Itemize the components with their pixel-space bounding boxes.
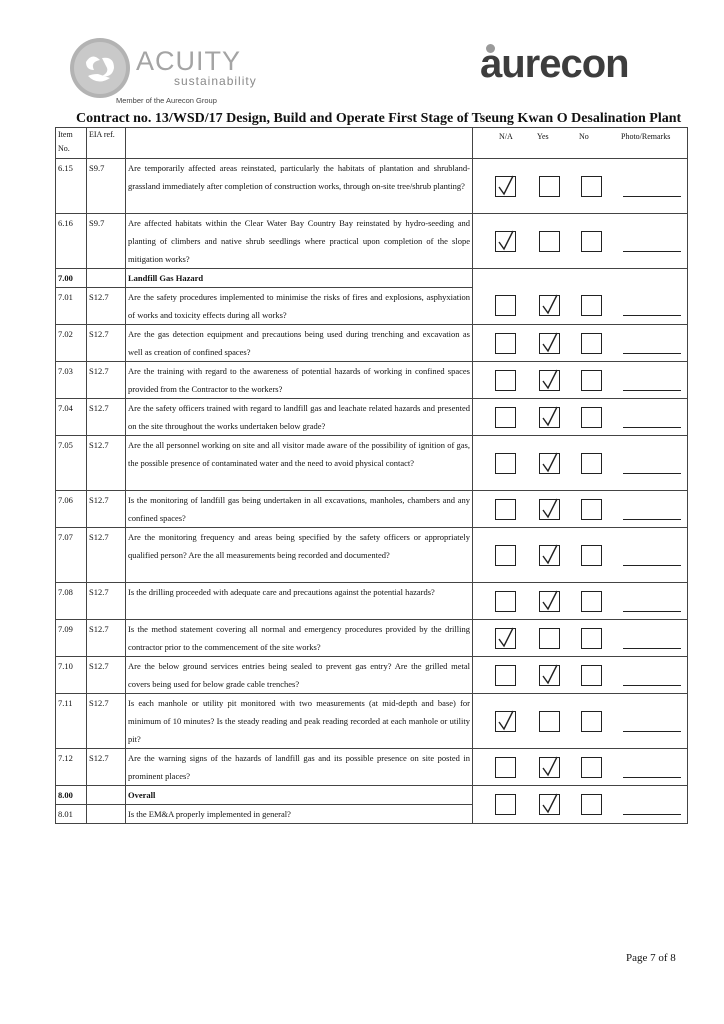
tick-mark-icon — [497, 175, 515, 197]
checkbox-yes[interactable] — [539, 370, 560, 391]
eia-reference: S12.7 — [87, 694, 126, 749]
item-number: 7.07 — [56, 528, 87, 583]
answer-cell — [473, 694, 688, 749]
checkbox-no[interactable] — [581, 407, 602, 428]
answer-cell — [473, 269, 688, 325]
checkbox-no[interactable] — [581, 628, 602, 649]
checklist-question: Are the training with regard to the awareness of potential hazards of working in confined spaces provided from the Contractor to the workers? — [126, 362, 473, 399]
checkbox-na[interactable] — [495, 295, 516, 316]
checklist-question: Are the all personnel working on site and all visitor made aware of the possibility of ignition of gas, the possible presence of contaminated water and the need to avoid physical contact? — [126, 436, 473, 491]
item-number: 8.00 — [56, 786, 87, 805]
eia-reference — [87, 269, 126, 288]
table-row — [56, 786, 688, 805]
eia-reference: S12.7 — [87, 749, 126, 786]
checkbox-na[interactable] — [495, 231, 516, 252]
remarks-line[interactable] — [623, 731, 681, 732]
column-header-na: N/A — [499, 132, 513, 141]
checkbox-no[interactable] — [581, 711, 602, 732]
checkbox-yes[interactable] — [539, 545, 560, 566]
checkbox-no[interactable] — [581, 499, 602, 520]
checkbox-yes[interactable] — [539, 295, 560, 316]
remarks-line[interactable] — [623, 685, 681, 686]
remarks-line[interactable] — [623, 777, 681, 778]
answer-cell — [473, 491, 688, 528]
item-number: 7.04 — [56, 399, 87, 436]
checkbox-na[interactable] — [495, 711, 516, 732]
answer-cell — [473, 749, 688, 786]
tick-mark-icon — [541, 590, 559, 612]
answer-cell — [473, 399, 688, 436]
column-header-no: No — [579, 132, 589, 141]
item-number: 7.03 — [56, 362, 87, 399]
remarks-line[interactable] — [623, 519, 681, 520]
answer-cell — [473, 325, 688, 362]
checklist-question: Are the monitoring frequency and areas being specified by the safety officers or appropriately qualified person? Are the all measurements being recorded and documented? — [126, 528, 473, 583]
eia-reference: S12.7 — [87, 436, 126, 491]
column-header-answers — [473, 128, 688, 159]
checkbox-yes[interactable] — [539, 757, 560, 778]
item-number: 7.12 — [56, 749, 87, 786]
checkbox-yes[interactable] — [539, 231, 560, 252]
answer-cell — [473, 620, 688, 657]
checkbox-na[interactable] — [495, 370, 516, 391]
eia-reference: S9.7 — [87, 214, 126, 269]
checkbox-na[interactable] — [495, 176, 516, 197]
answer-cell — [473, 786, 688, 824]
tick-mark-icon — [541, 452, 559, 474]
answer-cell — [473, 159, 688, 214]
item-number: 7.05 — [56, 436, 87, 491]
table-row — [56, 325, 688, 362]
acuity-tagline: sustainability — [174, 74, 257, 88]
checkbox-na[interactable] — [495, 545, 516, 566]
eia-reference: S9.7 — [87, 159, 126, 214]
checkbox-na[interactable] — [495, 499, 516, 520]
remarks-line[interactable] — [623, 814, 681, 815]
checkbox-no[interactable] — [581, 665, 602, 686]
eia-reference: S12.7 — [87, 288, 126, 325]
column-header-yes: Yes — [537, 132, 549, 141]
answer-cell — [473, 657, 688, 694]
answer-cell — [473, 362, 688, 399]
table-row — [56, 583, 688, 620]
checkbox-na[interactable] — [495, 794, 516, 815]
checkbox-na[interactable] — [495, 407, 516, 428]
checklist-question: Is the method statement covering all normal and emergency procedures provided by the drilling contractor prior to the commencement of the site works? — [126, 620, 473, 657]
table-row — [56, 528, 688, 583]
tick-mark-icon — [541, 294, 559, 316]
checklist-question: Are temporarily affected areas reinstated, particularly the habitats of plantation and shrubland-grassland immediately after completion of construction works, through on-site tree/shrub planting? — [126, 159, 473, 214]
eia-reference: S12.7 — [87, 657, 126, 694]
checklist-question: Are the safety procedures implemented to minimise the risks of fires and explosions, asphyxiation of works and toxicity effects during all works? — [126, 288, 473, 325]
remarks-line[interactable] — [623, 473, 681, 474]
item-number: 7.08 — [56, 583, 87, 620]
tick-mark-icon — [497, 230, 515, 252]
checkbox-no[interactable] — [581, 370, 602, 391]
table-row — [56, 749, 688, 786]
table-row — [56, 362, 688, 399]
checklist-question: Is the monitoring of landfill gas being undertaken in all excavations, manholes, chambers and any confined spaces? — [126, 491, 473, 528]
table-row — [56, 436, 688, 491]
column-header-eia: EIA ref. — [87, 128, 126, 159]
checkbox-yes[interactable] — [539, 453, 560, 474]
checkbox-no[interactable] — [581, 333, 602, 354]
tick-mark-icon — [541, 793, 559, 815]
column-header-remarks: Photo/Remarks — [621, 132, 671, 141]
checkbox-na[interactable] — [495, 333, 516, 354]
item-number: 6.16 — [56, 214, 87, 269]
answer-cell — [473, 436, 688, 491]
answer-cell — [473, 214, 688, 269]
eia-reference — [87, 786, 126, 805]
remarks-line[interactable] — [623, 611, 681, 612]
table-row — [56, 620, 688, 657]
table-row — [56, 269, 688, 288]
remarks-line[interactable] — [623, 565, 681, 566]
section-title: Overall — [126, 786, 473, 805]
remarks-line[interactable] — [623, 648, 681, 649]
eia-reference: S12.7 — [87, 528, 126, 583]
tick-mark-icon — [541, 406, 559, 428]
acuity-name: ACUITY — [136, 46, 242, 76]
item-number: 7.01 — [56, 288, 87, 325]
item-number: 7.11 — [56, 694, 87, 749]
eia-reference: S12.7 — [87, 620, 126, 657]
checkbox-na[interactable] — [495, 591, 516, 612]
checkbox-yes[interactable] — [539, 628, 560, 649]
checkbox-no[interactable] — [581, 591, 602, 612]
tick-mark-icon — [497, 627, 515, 649]
item-number: 7.00 — [56, 269, 87, 288]
checkbox-yes[interactable] — [539, 407, 560, 428]
item-number: 7.06 — [56, 491, 87, 528]
checklist-question: Is each manhole or utility pit monitored with two measurements (at mid-depth and base) for minimum of 10 minutes? Is the steady reading and peak reading recorded at each manhole or utility pit? — [126, 694, 473, 749]
acuity-logo — [68, 36, 258, 108]
table-row — [56, 159, 688, 214]
tick-mark-icon — [541, 369, 559, 391]
column-header-question — [126, 128, 473, 159]
eia-reference: S12.7 — [87, 362, 126, 399]
table-row — [56, 694, 688, 749]
checkbox-no[interactable] — [581, 295, 602, 316]
table-row — [56, 657, 688, 694]
eia-reference: S12.7 — [87, 491, 126, 528]
checkbox-yes[interactable] — [539, 665, 560, 686]
column-header-item: Item No. — [56, 128, 87, 159]
checkbox-na[interactable] — [495, 757, 516, 778]
remarks-line[interactable] — [623, 427, 681, 428]
checkbox-yes[interactable] — [539, 591, 560, 612]
table-row — [56, 399, 688, 436]
tick-mark-icon — [497, 710, 515, 732]
table-row — [56, 491, 688, 528]
eia-reference — [87, 805, 126, 824]
tick-mark-icon — [541, 756, 559, 778]
acuity-member-note: Member of the Aurecon Group — [116, 96, 217, 105]
checkbox-yes[interactable] — [539, 794, 560, 815]
item-number: 7.10 — [56, 657, 87, 694]
checkbox-yes[interactable] — [539, 499, 560, 520]
checkbox-no[interactable] — [581, 794, 602, 815]
eia-reference: S12.7 — [87, 399, 126, 436]
checkbox-na[interactable] — [495, 628, 516, 649]
table-row — [56, 214, 688, 269]
eia-reference: S12.7 — [87, 583, 126, 620]
item-number: 6.15 — [56, 159, 87, 214]
checkbox-no[interactable] — [581, 231, 602, 252]
table-header-row — [56, 128, 688, 159]
checkbox-na[interactable] — [495, 665, 516, 686]
tick-mark-icon — [541, 544, 559, 566]
item-number: 8.01 — [56, 805, 87, 824]
item-number: 7.02 — [56, 325, 87, 362]
checklist-question: Is the drilling proceeded with adequate care and precautions against the potential hazards? — [126, 583, 473, 620]
checklist-table — [55, 127, 688, 824]
contract-title: Contract no. 13/WSD/17 Design, Build and Operate First Stage of Tseung Kwan O Desalination Plant — [76, 111, 682, 126]
checkbox-no[interactable] — [581, 757, 602, 778]
checkbox-no[interactable] — [581, 176, 602, 197]
checklist-question: Are the below ground services entries being sealed to prevent gas entry? Are the grilled metal covers being used for below grade cable trenches? — [126, 657, 473, 694]
section-title: Landfill Gas Hazard — [126, 269, 473, 288]
tick-mark-icon — [541, 332, 559, 354]
checkbox-na[interactable] — [495, 453, 516, 474]
checkbox-no[interactable] — [581, 453, 602, 474]
checkbox-no[interactable] — [581, 545, 602, 566]
remarks-line[interactable] — [623, 390, 681, 391]
checklist-question: Are the safety officers trained with regard to landfill gas and leachate related hazards and presented on the site throughout the works undertaken below grade? — [126, 399, 473, 436]
remarks-line[interactable] — [623, 196, 681, 197]
remarks-line[interactable] — [623, 353, 681, 354]
checkbox-yes[interactable] — [539, 333, 560, 354]
checklist-question: Are affected habitats within the Clear Water Bay Country Bay reinstated by hydro-seeding and planting of climbers and native shrub seedlings where practical upon completion of the slope mitigation works? — [126, 214, 473, 269]
item-number: 7.09 — [56, 620, 87, 657]
checklist-question: Are the gas detection equipment and precautions being used during trenching and excavation as well as creation of confined spaces? — [126, 325, 473, 362]
tick-mark-icon — [541, 498, 559, 520]
checkbox-yes[interactable] — [539, 711, 560, 732]
remarks-line[interactable] — [623, 315, 681, 316]
checklist-question: Is the EM&A properly implemented in general? — [126, 805, 473, 824]
remarks-line[interactable] — [623, 251, 681, 252]
eia-reference: S12.7 — [87, 325, 126, 362]
checkbox-yes[interactable] — [539, 176, 560, 197]
tick-mark-icon — [541, 664, 559, 686]
aurecon-logo: aurecon — [480, 42, 629, 86]
checklist-question: Are the warning signs of the hazards of landfill gas and its possible presence on site posted in prominent places? — [126, 749, 473, 786]
answer-cell — [473, 528, 688, 583]
acuity-mark-icon — [68, 36, 132, 100]
answer-cell — [473, 583, 688, 620]
page-number: Page 7 of 8 — [626, 952, 676, 964]
